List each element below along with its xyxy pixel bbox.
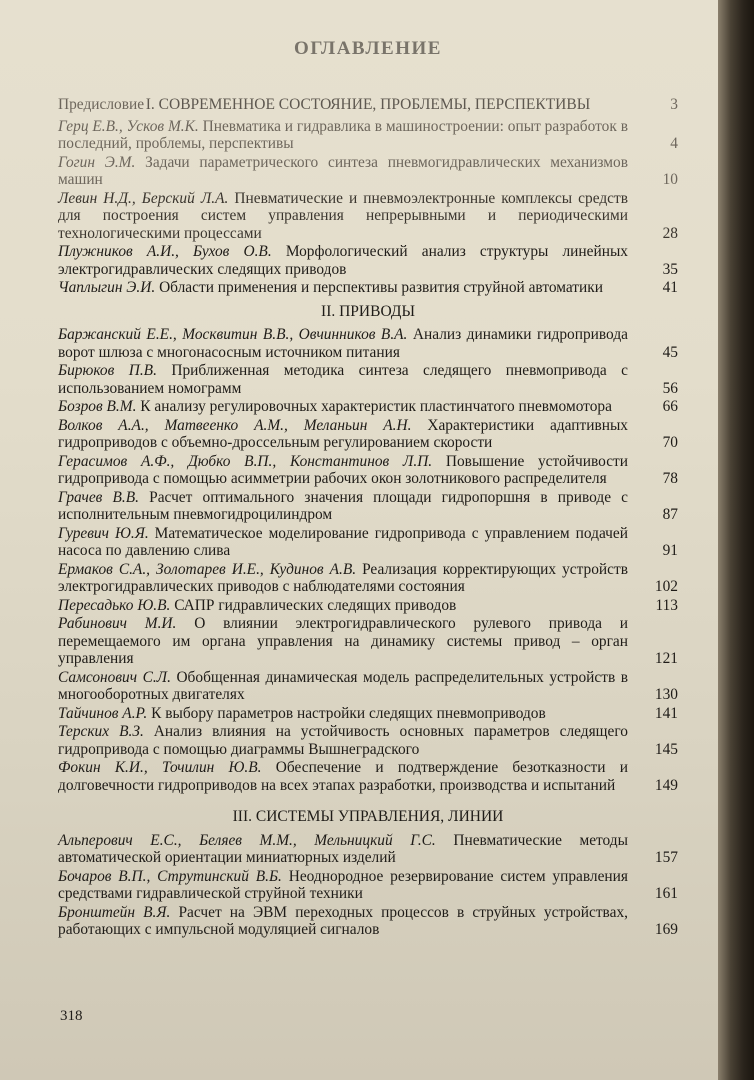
toc-entry[interactable] xyxy=(58,759,678,794)
entry-text xyxy=(58,489,628,524)
entry-title: Задачи параметрического синтеза пневмогидравлических механизмов машин xyxy=(58,153,628,188)
toc-entry[interactable] xyxy=(58,326,678,361)
entry-title: Пневматика и гидравлика в машиностроении: опыт разработок в последний, проблемы, перспективы xyxy=(58,117,628,152)
entry-title: Области применения и перспективы развития струйной автоматики xyxy=(159,279,603,296)
entry-page-number: 161 xyxy=(654,885,678,902)
toc-entry[interactable] xyxy=(58,398,678,416)
toc-entry[interactable] xyxy=(58,243,678,278)
entry-title: Реализация корректирующих устройств электрогидравлических приводов с наблюдателями состояния xyxy=(58,560,628,595)
entry-authors: Баржанский Е.Е., Москвитин В.В., Овчинников В.А. xyxy=(58,326,408,343)
entry-authors: Плужников А.И., Бухов О.В. xyxy=(58,243,272,260)
entry-page-number: 149 xyxy=(654,776,678,794)
entry-title: Анализ влияния на устойчивость основных параметров следящего гидропривода с помощью диаграммы Вышнеградского xyxy=(58,723,628,758)
entry-title: Предисловие xyxy=(58,95,145,113)
toc-entry[interactable] xyxy=(58,615,678,668)
entry-text xyxy=(58,279,628,297)
toc-entry[interactable] xyxy=(58,417,678,452)
toc-entry[interactable] xyxy=(58,868,678,903)
toc-entry[interactable] xyxy=(58,489,678,524)
entry-page-number: 130 xyxy=(654,686,678,703)
entry-text xyxy=(58,561,628,596)
entry-page-number: 56 xyxy=(662,379,678,397)
entry-page-number: 141 xyxy=(654,704,678,722)
toc-entry[interactable] xyxy=(58,832,678,867)
entry-page-number: 10 xyxy=(662,171,678,188)
entry-text xyxy=(58,832,628,867)
entry-authors: Пересадько Ю.В. xyxy=(58,596,171,614)
entry-authors: Бирюков П.В. xyxy=(58,362,157,379)
toc-part-1 xyxy=(58,96,678,297)
toc-entry[interactable] xyxy=(58,597,678,615)
entry-page-number: 102 xyxy=(654,578,678,595)
entry-authors: Герц Е.В., Усков М.К. xyxy=(58,117,199,135)
entry-text xyxy=(58,615,628,668)
toc-entry[interactable] xyxy=(58,904,678,939)
entry-authors: Альперович Е.С., Беляев М.М., Мельницкий Г.С. xyxy=(58,831,436,849)
toc-entry[interactable] xyxy=(58,118,678,153)
entry-title: Пневматические и пневмоэлектронные комплексы средств для построения систем управления непрерывными и периодическими технологическими процессами xyxy=(58,189,628,242)
entry-authors: Чаплыгин Э.И. xyxy=(58,279,156,296)
toc-entry[interactable] xyxy=(58,362,678,397)
entry-text xyxy=(58,759,628,794)
entry-text xyxy=(58,904,628,939)
entry-page-number: 113 xyxy=(655,596,678,614)
entry-text xyxy=(58,525,628,560)
section-heading-3: III. СИСТЕМЫ УПРАВЛЕНИЯ, ЛИНИИ xyxy=(232,808,504,825)
entry-page-number: 70 xyxy=(662,434,678,451)
entry-title: Приближенная методика синтеза следящего пневмопривода с использованием номограмм xyxy=(58,362,628,397)
entry-page-number: 66 xyxy=(662,398,678,415)
toc-entry[interactable] xyxy=(58,561,678,596)
entry-title: Расчет оптимального значения площади гидропоршня в приводе с исполнительным пневмогидроцилиндром xyxy=(58,488,628,523)
entry-text xyxy=(58,190,628,243)
entry-title: Морфологический анализ структуры линейных электрогидравлических следящих приводов xyxy=(58,243,628,278)
entry-authors: Рабинович М.И. xyxy=(58,615,177,632)
section-heading-2: II. ПРИВОДЫ xyxy=(321,302,415,320)
entry-text xyxy=(58,118,628,153)
entry-authors: Терских В.З. xyxy=(58,723,144,740)
entry-text xyxy=(58,669,628,704)
entry-title: САПР гидравлических следящих приводов xyxy=(174,596,457,614)
entry-authors: Гогин Э.М. xyxy=(58,153,136,171)
toc-entry[interactable] xyxy=(58,525,678,560)
entry-authors: Волков А.А., Матвеенко А.М., Меланьин А.Н. xyxy=(58,416,412,434)
entry-authors: Ермаков С.А., Золотарев И.Е., Кудинов А.В. xyxy=(58,560,357,578)
entry-title: Расчет на ЭВМ переходных процессов в струйных устройствах, работающих с импульсной модуляцией сигналов xyxy=(58,903,628,938)
entry-page-number: 28 xyxy=(662,224,678,242)
toc-part-3 xyxy=(58,832,678,939)
entry-authors: Левин Н.Д., Берский Л.А. xyxy=(58,189,229,207)
entry-text xyxy=(58,868,628,903)
toc-content xyxy=(58,40,678,940)
entry-title: Характеристики адаптивных гидроприводов с объемно-дроссельным регулированием скорости xyxy=(58,416,628,451)
entry-text xyxy=(58,326,628,361)
toc-entry[interactable] xyxy=(58,723,678,758)
entry-authors: Грачев В.В. xyxy=(58,488,140,506)
entry-page-number: 78 xyxy=(662,470,678,487)
entry-page-number: 87 xyxy=(662,506,678,523)
entry-title: Обеспечение и подтверждение безотказности и долговечности гидроприводов на всех этапах разработки, производства и испытаний xyxy=(58,759,628,794)
entry-authors: Бочаров В.П., Струтинский В.Б. xyxy=(58,867,282,885)
entry-text xyxy=(58,723,628,758)
toc-entry[interactable] xyxy=(58,190,678,243)
toc-entry[interactable] xyxy=(58,279,678,297)
entry-text xyxy=(58,243,628,278)
page-title: ОГЛАВЛЕНИЕ xyxy=(294,38,442,59)
entry-authors: Фокин К.И., Точилин Ю.В. xyxy=(58,759,262,776)
page-number: 318 xyxy=(60,1008,83,1024)
toc-entry[interactable] xyxy=(58,669,678,704)
book-spine-edge xyxy=(718,0,754,1080)
entry-text xyxy=(58,362,628,397)
entry-page-number: 3 xyxy=(670,95,678,113)
entry-page-number: 35 xyxy=(662,260,678,278)
entry-authors: Герасимов А.Ф., Дюбко В.П., Константинов Л.П. xyxy=(58,452,433,470)
entry-text xyxy=(58,417,628,452)
entry-page-number: 169 xyxy=(654,921,678,938)
entry-page-number: 145 xyxy=(654,740,678,758)
entry-authors: Самсонович С.Л. xyxy=(58,668,171,686)
entry-text xyxy=(58,154,628,189)
entry-authors: Гуревич Ю.Я. xyxy=(58,524,149,542)
entry-authors: Тайчинов А.Р. xyxy=(58,704,148,722)
entry-page-number: 4 xyxy=(670,135,678,152)
toc-entry[interactable] xyxy=(58,154,678,189)
entry-title: О влиянии электрогидравлического рулевого привода и перемещаемого им органа управления на динамику системы привод – орган управления xyxy=(58,615,628,667)
toc-entry[interactable] xyxy=(58,453,678,488)
entry-title: Повышение устойчивости гидропривода с помощью асимметрии рабочих окон золотникового распределителя xyxy=(58,452,628,487)
entry-title: Пневматические методы автоматической ориентации миниатюрных изделий xyxy=(58,831,628,866)
entry-title: Неоднородное резервирование систем управления средствами гидравлической струйной техники xyxy=(58,867,628,902)
entry-page-number: 157 xyxy=(654,849,678,866)
entry-page-number: 91 xyxy=(662,542,678,559)
section-heading: I. СОВРЕМЕННОЕ СОСТОЯНИЕ, ПРОБЛЕМЫ, ПЕРСПЕКТИВЫ xyxy=(145,96,591,113)
entry-text xyxy=(58,597,628,615)
entry-text xyxy=(58,705,628,723)
entry-title: К выбору параметров настройки следящих пневмоприводов xyxy=(151,704,546,722)
toc-part-2 xyxy=(58,326,678,794)
entry-page-number: 121 xyxy=(654,650,678,667)
entry-authors: Бозров В.М. xyxy=(58,398,137,415)
entry-text xyxy=(58,398,628,416)
entry-title: Математическое моделирование гидропривода с управлением подачей насоса по давлению слива xyxy=(58,524,628,559)
entry-page-number: 41 xyxy=(662,279,678,296)
entry-page-number: 45 xyxy=(662,343,678,361)
entry-authors: Бронштейн В.Я. xyxy=(58,903,171,921)
entry-title: Анализ динамики гидропривода ворот шлюза с многонасосным источником питания xyxy=(58,326,628,361)
entry-title: К анализу регулировочных характеристик пластинчатого пневмомотора xyxy=(140,398,612,415)
entry-text xyxy=(58,453,628,488)
toc-entry[interactable] xyxy=(58,705,678,723)
entry-title: Обобщенная динамическая модель распределительных устройств в многооборотных двигателях xyxy=(58,668,628,703)
